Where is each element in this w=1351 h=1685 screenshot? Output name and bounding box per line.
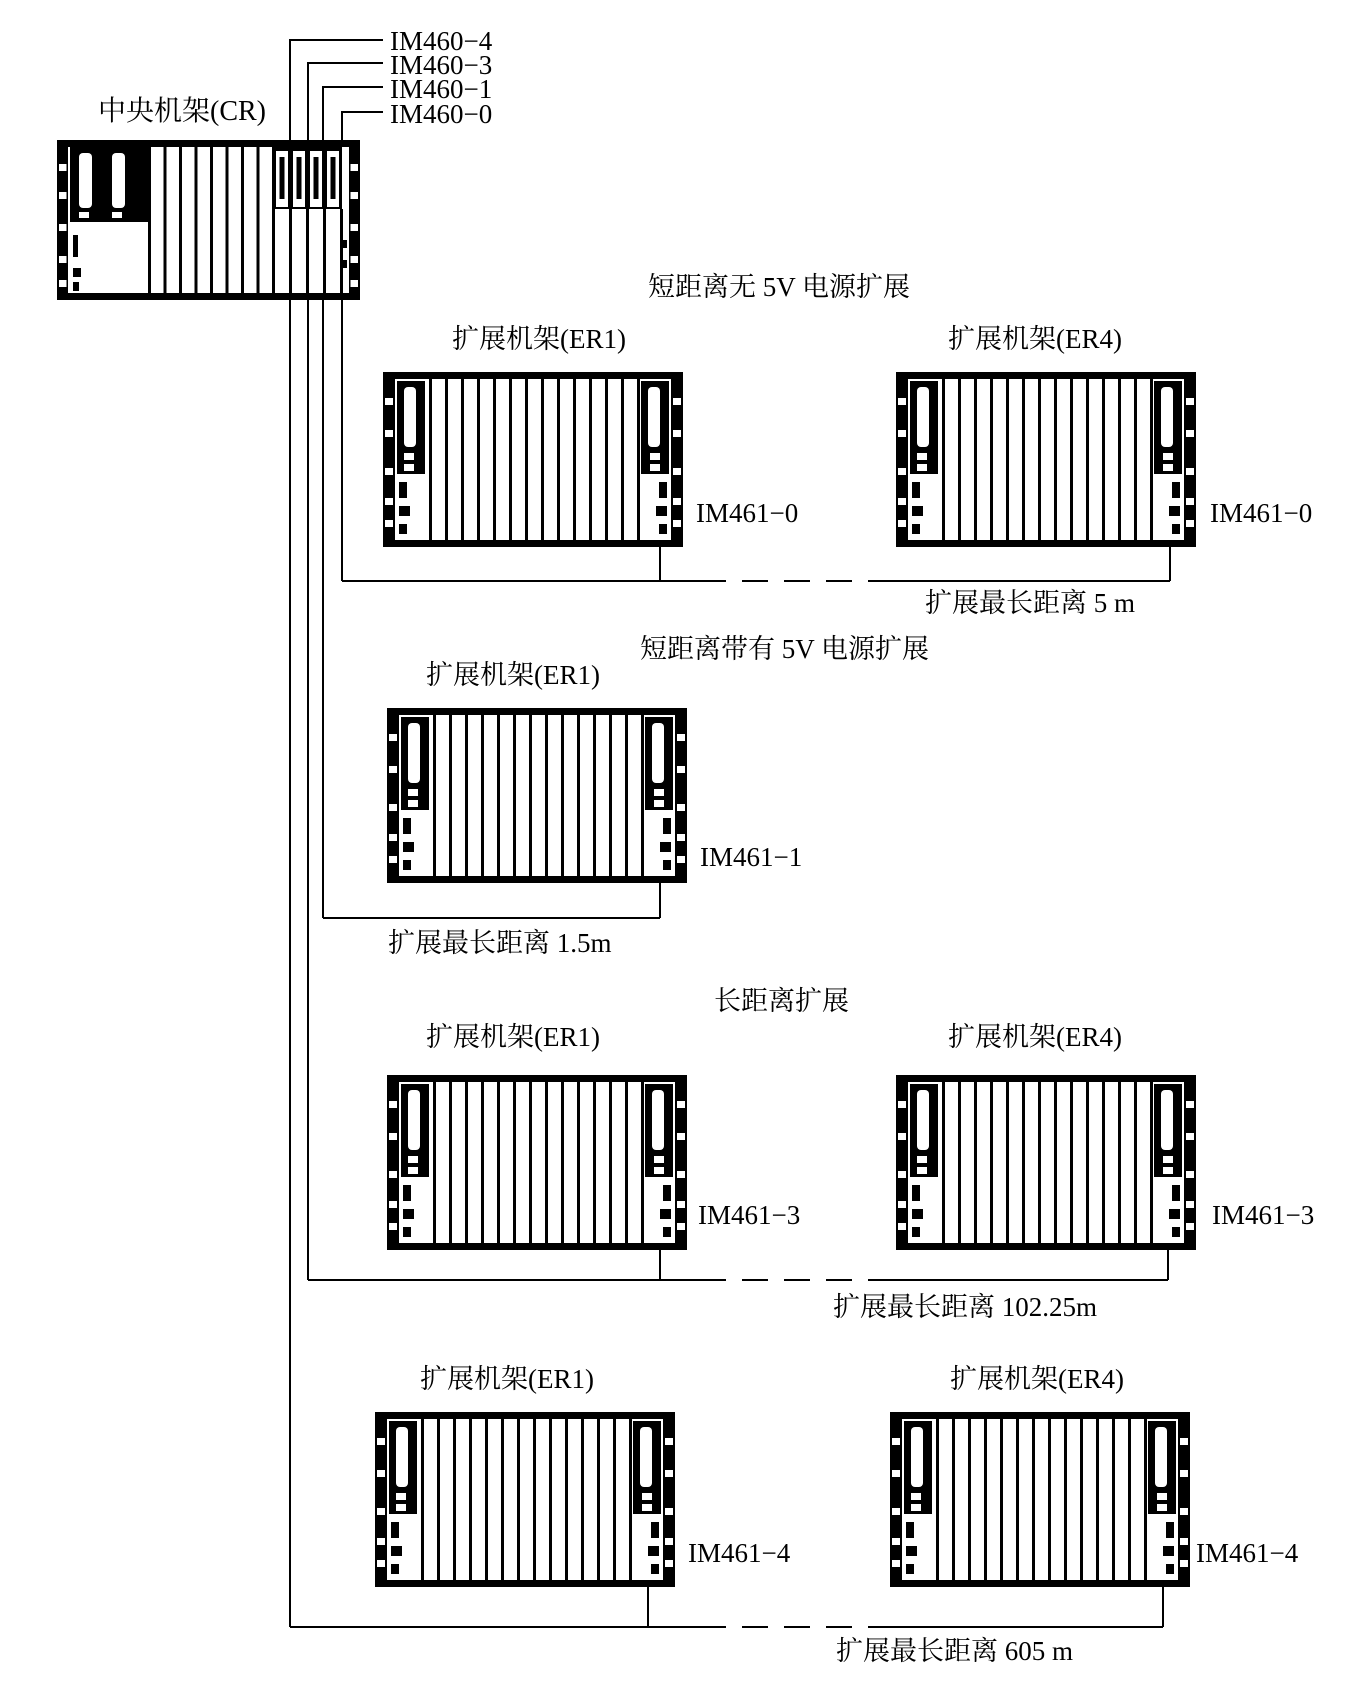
- section1-title: 短距离无 5V 电源扩展: [648, 272, 911, 302]
- section4-distance-label: 扩展最长距离 605 m: [836, 1636, 1074, 1666]
- section1-er4-im-label: IM461−0: [1210, 498, 1313, 528]
- section3-er1-rack-graphic: [387, 1075, 687, 1250]
- section1-er4-rack-graphic: [896, 372, 1196, 547]
- section4-er1-rack-graphic: [375, 1412, 675, 1587]
- section3-distance-label: 扩展最长距离 102.25m: [833, 1292, 1098, 1322]
- section1-er4-label: 扩展机架(ER4): [948, 324, 1122, 354]
- section2-distance-label: 扩展最长距离 1.5m: [388, 928, 612, 958]
- section4-er1-im-label: IM461−4: [688, 1538, 791, 1568]
- section4-er4-label: 扩展机架(ER4): [950, 1364, 1124, 1394]
- section3-er1-im-label: IM461−3: [698, 1200, 801, 1230]
- central-rack-label: 中央机架(CR): [98, 96, 267, 127]
- section1-distance-label: 扩展最长距离 5 m: [925, 588, 1136, 618]
- section3-er1-label: 扩展机架(ER1): [426, 1022, 600, 1052]
- section2-er1-label: 扩展机架(ER1): [426, 660, 600, 690]
- section1-er1-im-label: IM461−0: [696, 498, 799, 528]
- im460-1-label: IM460−1: [390, 74, 493, 104]
- callout-im460-1: [323, 87, 383, 145]
- section3-er4-label: 扩展机架(ER4): [948, 1022, 1122, 1052]
- im460-4-label: IM460−4: [390, 26, 493, 56]
- im460-0-label: IM460−0: [390, 99, 493, 129]
- central-rack-graphic: [57, 140, 360, 300]
- section3-title: 长距离扩展: [714, 986, 849, 1016]
- section4-er4-im-label: IM461−4: [1196, 1538, 1299, 1568]
- section4-er4-rack-graphic: [890, 1412, 1190, 1587]
- section3-er4-im-label: IM461−3: [1212, 1200, 1315, 1230]
- section2-title: 短距离带有 5V 电源扩展: [640, 634, 930, 664]
- callout-im460-4: [290, 40, 383, 145]
- section4-er1-label: 扩展机架(ER1): [420, 1364, 594, 1394]
- section3-er4-rack-graphic: [896, 1075, 1196, 1250]
- section1-er1-rack-graphic: [383, 372, 683, 547]
- section1-er1-label: 扩展机架(ER1): [452, 324, 626, 354]
- im460-3-label: IM460−3: [390, 50, 493, 80]
- callout-im460-3: [308, 63, 383, 145]
- section2-er1-rack-graphic: [387, 708, 687, 883]
- section2-er1-im-label: IM461−1: [700, 842, 803, 872]
